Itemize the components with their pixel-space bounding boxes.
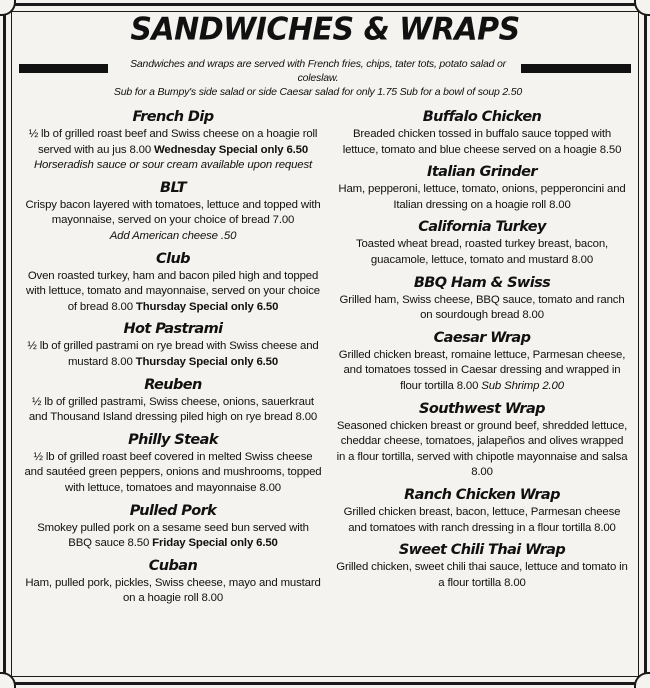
menu-item-desc-text: ½ lb of grilled pastrami, Swiss cheese, onions, sauerkraut and Thousand Island dressing piled high on rye bread 8.00 (28, 395, 318, 424)
menu-item-name: French Dip (132, 109, 214, 125)
menu-item-desc-text: Grilled chicken breast, romaine lettuce, Parmesan cheese, and tomatoes tossed in Caesar dressing and wrapped in flour tortilla 8.00 (338, 348, 626, 392)
menu-item-description (24, 450, 322, 497)
intro-line-2: Sub for a Bumpy's side salad or side Caesar salad for only 1.75 Sub for a bowl of soup 2.50 (113, 86, 523, 98)
menu-item-description (336, 127, 628, 158)
menu-item-description (24, 339, 322, 370)
menu-item-desc-text: Ham, pepperoni, lettuce, tomato, onions, pepperoncini and Italian dressing on a hoagie roll 8.00 (338, 183, 626, 211)
menu-item (336, 541, 628, 591)
menu-item-name: Philly Steak (128, 431, 218, 448)
menu-item (336, 108, 628, 158)
menu-item-description (24, 198, 322, 245)
menu-item-desc-text: Breaded chicken tossed in buffalo sauce topped with lettuce, tomato and blue cheese served on a hoagie 8.50 (342, 128, 622, 156)
menu-item (336, 218, 628, 268)
menu-item (24, 179, 322, 245)
menu-item (336, 486, 628, 536)
menu-item (24, 320, 322, 370)
menu-intro (112, 57, 524, 99)
menu-item-name: Club (156, 250, 190, 267)
menu-item-description (24, 521, 322, 552)
menu-item-name: Buffalo Chicken (422, 109, 542, 125)
menu-item (24, 108, 322, 174)
menu-item-name: Cuban (148, 557, 198, 574)
menu-item-desc-text: Ham, pulled pork, pickles, Swiss cheese, mayo and mustard on a hoagie roll 8.00 (25, 576, 321, 605)
menu-item (24, 557, 322, 607)
menu-item-description (336, 182, 628, 213)
menu-item-name: Hot Pastrami (123, 321, 223, 338)
menu-item (24, 376, 322, 426)
menu-item-description (336, 505, 628, 536)
menu-item-name: California Turkey (418, 219, 546, 236)
menu-item (336, 163, 628, 213)
menu-item-name: Sweet Chili Thai Wrap (398, 542, 566, 559)
menu-item-desc-text: Grilled ham, Swiss cheese, BBQ sauce, tomato and ranch on sourdough bread 8.00 (339, 293, 625, 322)
menu-item (336, 329, 628, 395)
menu-item-description (24, 576, 322, 607)
menu-item-note: Add American cheese .50 (109, 229, 237, 242)
intro-line-1: Sandwiches and wraps are served with French fries, chips, tater tots, potato salad or coleslaw. (130, 58, 506, 84)
menu-column-left (24, 108, 322, 612)
menu-item (24, 250, 322, 316)
menu-item-name: Caesar Wrap (433, 329, 531, 346)
menu-item-desc-text: Seasoned chicken breast or ground beef, shredded lettuce, cheddar cheese, tomatoes, jalapeños and olives wrapped in a flour tortilla, served with chipotle mayonnaise and salsa 8.00 (336, 419, 628, 479)
decorative-bar-left (19, 64, 108, 73)
menu-item-desc-text: Smokey pulled pork on a sesame seed bun served with BBQ sauce 8.50 (37, 521, 309, 550)
menu-item-description (336, 237, 628, 268)
menu-item-special: Friday Special only 6.50 (152, 537, 278, 550)
menu-title: SANDWICHES & WRAPS (130, 11, 520, 48)
menu-item-description (24, 269, 322, 316)
menu-item-description (24, 127, 322, 174)
menu-item-note: Horseradish sauce or sour cream available upon request (33, 159, 313, 172)
menu-item-name: BLT (160, 179, 186, 196)
menu-item (336, 274, 628, 324)
menu-item-desc-text: ½ lb of grilled roast beef and Swiss cheese on a hoagie roll served with au jus 8.00 (28, 128, 318, 156)
menu-item-name: Ranch Chicken Wrap (404, 486, 560, 503)
menu-item-name: BBQ Ham & Swiss (413, 274, 551, 291)
menu-item-desc-text: Toasted wheat bread, roasted turkey breast, bacon, guacamole, lettuce, tomato and mustard 8.00 (355, 238, 609, 266)
menu-item-name: Southwest Wrap (419, 400, 545, 417)
menu-item-special: Wednesday Special only 6.50 (154, 143, 309, 156)
decorative-bar-right (521, 64, 631, 73)
menu-item-name: Reuben (144, 376, 202, 393)
menu-item-name: Pulled Pork (129, 502, 217, 519)
menu-item-desc-text: ½ lb of grilled roast beef covered in melted Swiss cheese and sautéed green peppers, onions and mushrooms, topped with lettuce, tomatoes and mayonnaise 8.00 (24, 450, 322, 494)
menu-column-right (336, 108, 628, 596)
menu-item (24, 502, 322, 552)
menu-item-description (336, 419, 628, 481)
menu-item-description (336, 560, 628, 591)
menu-item-special: Thursday Special only 6.50 (135, 300, 279, 313)
menu-item-desc-text: Oven roasted turkey, ham and bacon piled high and topped with lettuce, tomato and mayonnaise, served on your choice of bread 8.00 (26, 269, 320, 313)
menu-item-description (24, 395, 322, 426)
menu-item-desc-text: Grilled chicken, sweet chili thai sauce, lettuce and tomato in a flour tortilla 8.00 (336, 561, 628, 589)
menu-item-description (336, 293, 628, 324)
menu-item-special: Thursday Special only 6.50 (135, 355, 279, 368)
menu-item-desc-text: Grilled chicken breast, bacon, lettuce, Parmesan cheese and tomatoes with ranch dressing in a flour tortilla 8.00 (343, 505, 621, 534)
menu-item-name: Italian Grinder (427, 164, 537, 181)
menu-item-note: Sub Shrimp 2.00 (481, 379, 564, 392)
menu-item-desc-text: ½ lb of grilled pastrami on rye bread with Swiss cheese and mustard 8.00 (27, 340, 319, 368)
menu-item-desc-text: Crispy bacon layered with tomatoes, lettuce and topped with mayonnaise, served on your choice of bread 7.00 (25, 198, 321, 227)
menu-item-description (336, 348, 628, 395)
menu-item (24, 431, 322, 497)
menu-item (336, 400, 628, 481)
